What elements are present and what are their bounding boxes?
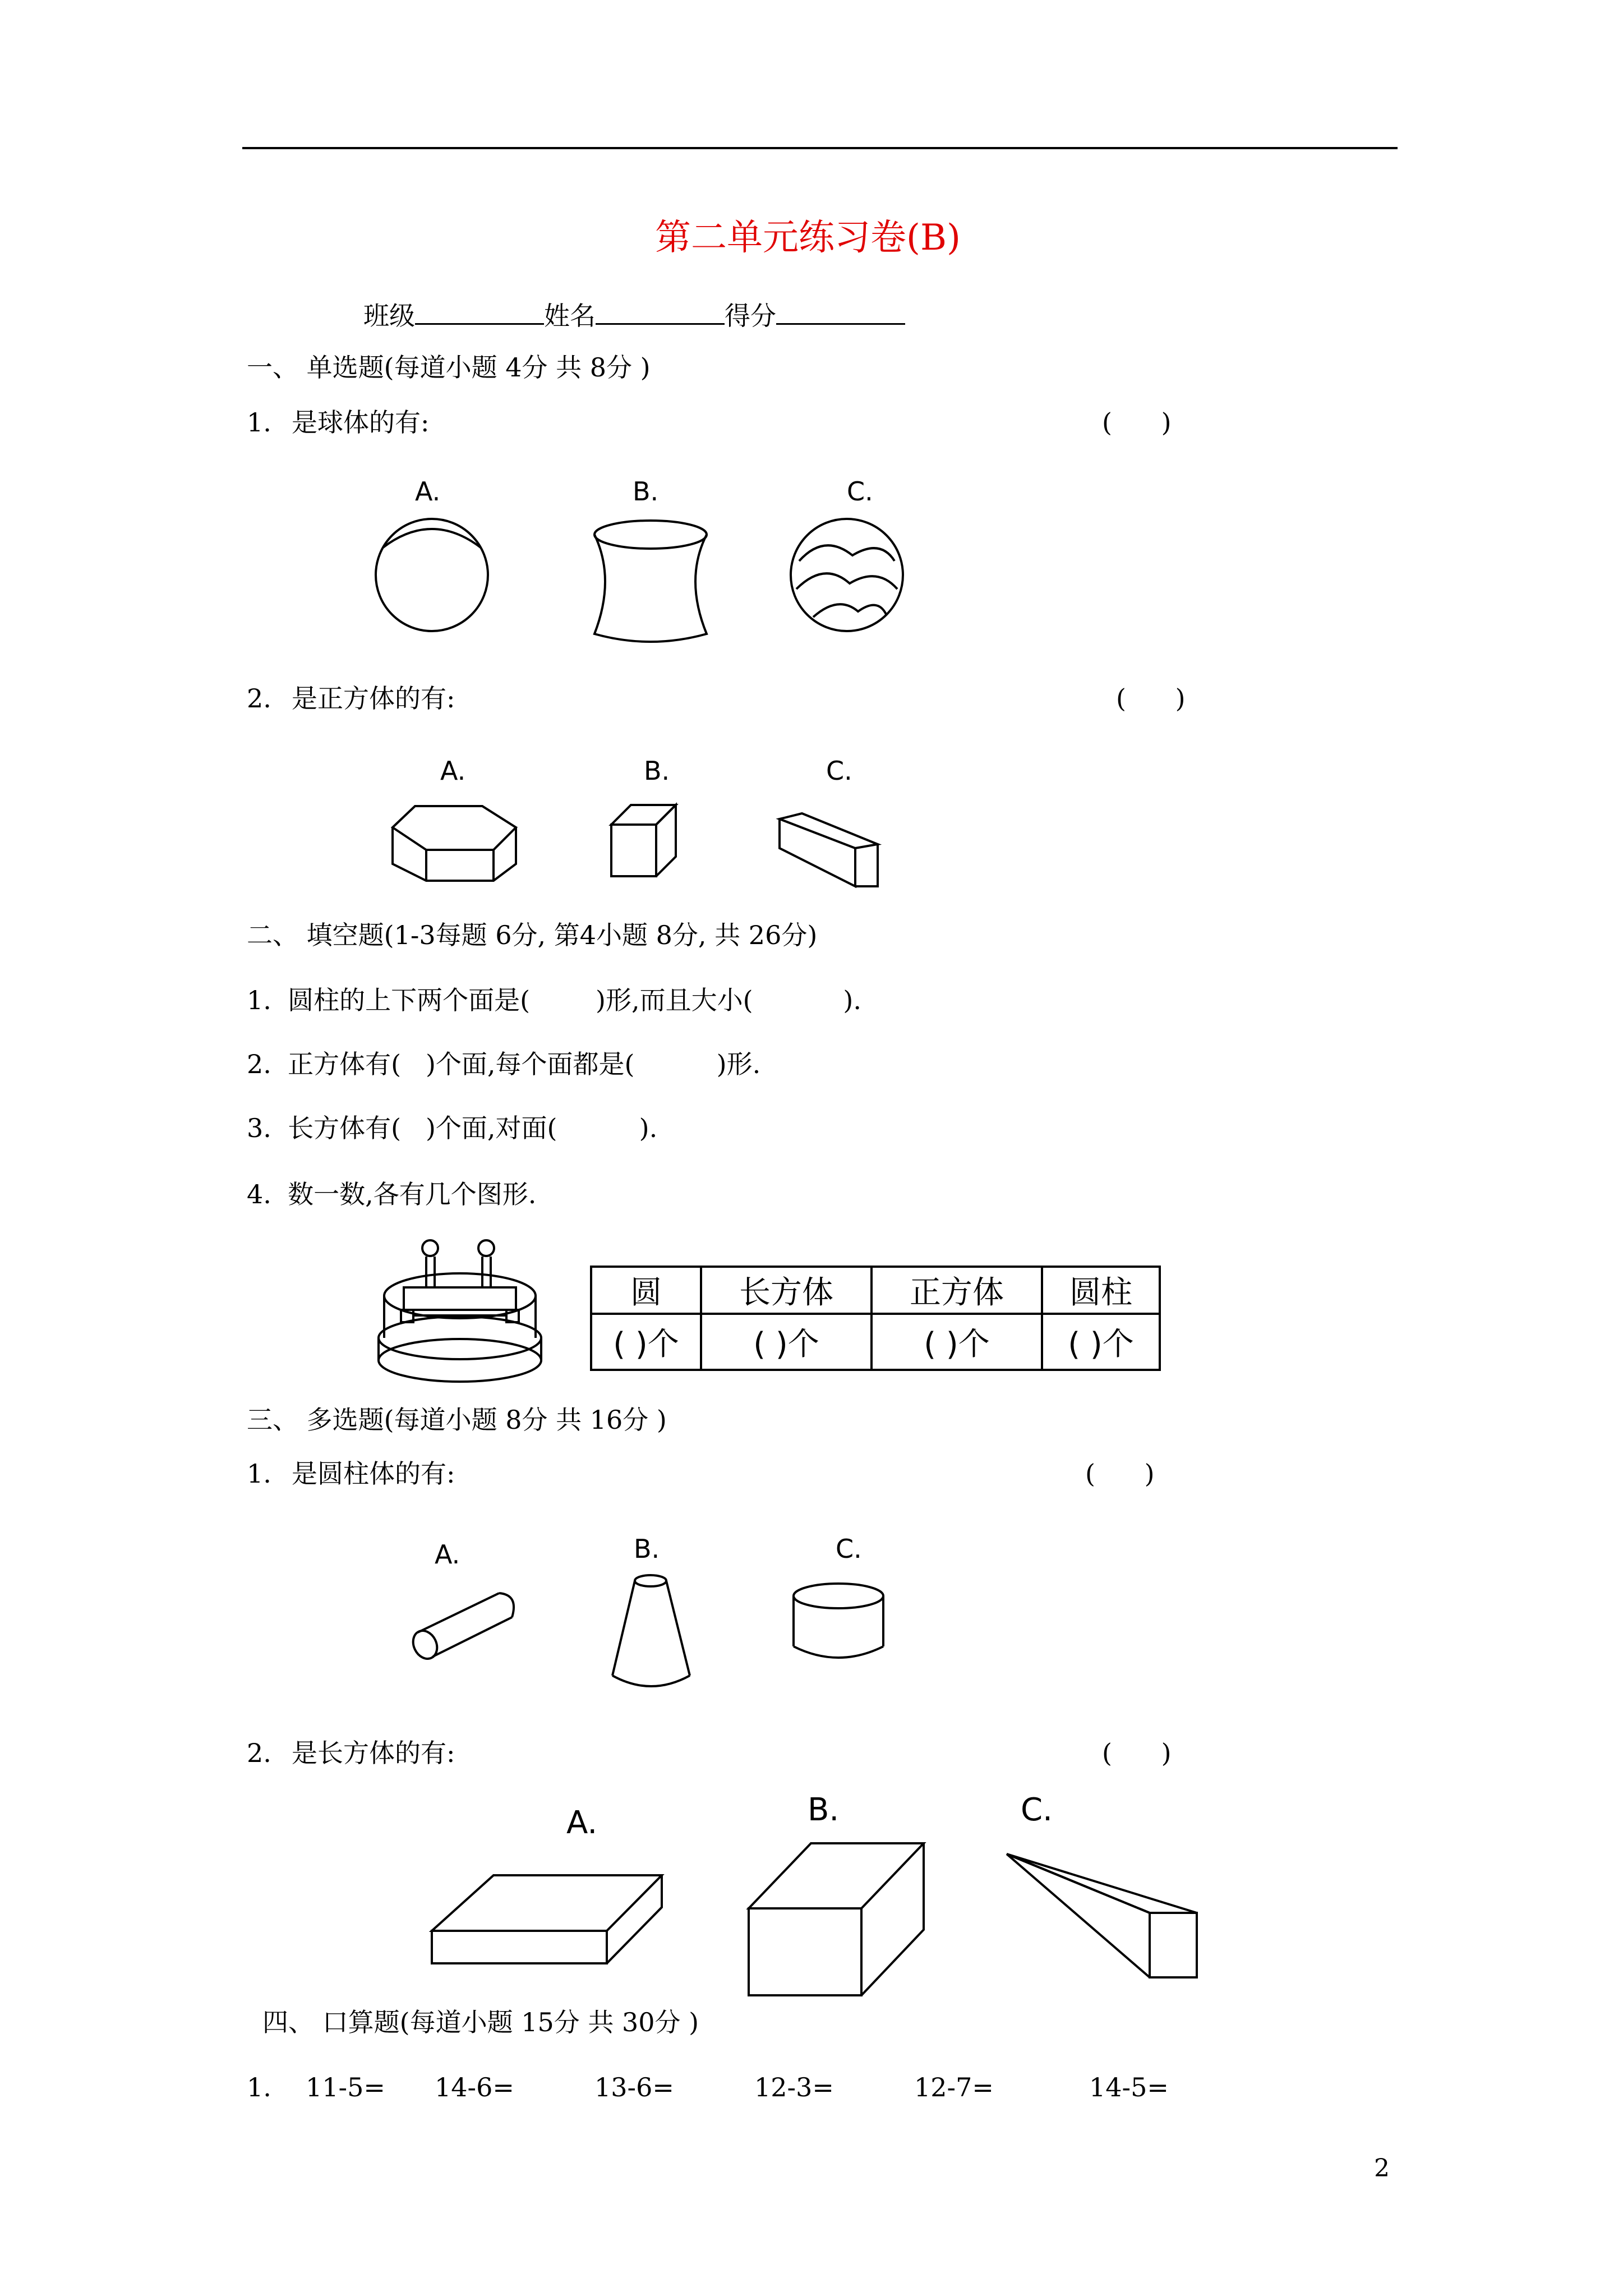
- section2-heading: 二、 填空题(1-3每题 6分, 第4小题 8分, 共 26分): [247, 920, 818, 950]
- score-blank[interactable]: [776, 301, 905, 325]
- option-b-label: B.: [644, 756, 670, 786]
- option-c-label: C.: [847, 476, 873, 507]
- name-label: 姓名: [544, 301, 596, 331]
- s3-q2-answer[interactable]: ( ): [1102, 1738, 1172, 1768]
- arith-problem[interactable]: 11-5=: [306, 2072, 385, 2102]
- section1-heading: 一、 单选题(每道小题 4分 共 8分 ): [247, 352, 651, 383]
- section4-heading: 四、 口算题(每道小题 15分 共 30分 ): [262, 2007, 699, 2037]
- option-c-label: C.: [836, 1534, 862, 1564]
- table-cell[interactable]: ( )个: [1042, 1314, 1160, 1370]
- table-header: 长方体: [701, 1267, 872, 1314]
- s1-q1-text: 是球体的有:: [292, 407, 430, 438]
- table-header: 圆柱: [1042, 1267, 1160, 1314]
- option-c-box[interactable]: [780, 756, 878, 886]
- cake-figure: [370, 1226, 550, 1388]
- arith-problem[interactable]: 14-6=: [435, 2072, 514, 2102]
- option-b-barrel[interactable]: [594, 476, 707, 642]
- option-a-hex-prism[interactable]: [393, 756, 516, 881]
- arith-problem[interactable]: 12-3=: [754, 2072, 834, 2102]
- class-label: 班级: [363, 301, 415, 331]
- s3-q1-number: 1.: [247, 1458, 271, 1489]
- option-a-label: A.: [566, 1805, 598, 1841]
- option-b-label: B.: [633, 476, 659, 507]
- option-c-wedge[interactable]: [1007, 1792, 1197, 1977]
- table-cell[interactable]: ( )个: [872, 1314, 1042, 1370]
- option-c-ball[interactable]: [791, 476, 903, 631]
- s1-q1-answer[interactable]: ( ): [1102, 407, 1172, 438]
- name-blank[interactable]: [596, 301, 725, 325]
- option-b-label: B.: [634, 1534, 660, 1564]
- table-header: 正方体: [872, 1267, 1042, 1314]
- s1-q1-number: 1.: [247, 407, 271, 438]
- s1-q2-answer[interactable]: ( ): [1116, 683, 1186, 714]
- table-cell[interactable]: ( )个: [591, 1314, 701, 1370]
- section3-heading: 三、 多选题(每道小题 8分 共 16分 ): [247, 1405, 667, 1435]
- option-c-label: C.: [1021, 1792, 1053, 1828]
- option-b-cube[interactable]: [611, 756, 676, 876]
- s1-q2-figures: [381, 752, 920, 898]
- count-table: [590, 1266, 1161, 1371]
- s2-q1[interactable]: 1. 圆柱的上下两个面是( )形,而且大小( ).: [247, 985, 861, 1015]
- option-a-label: A.: [440, 756, 466, 786]
- header-rule: [242, 147, 1398, 149]
- s1-q2-text: 是正方体的有:: [292, 683, 455, 714]
- table-header: 圆: [591, 1267, 701, 1314]
- s1-q2-number: 2.: [247, 683, 271, 714]
- option-a-rod[interactable]: [409, 1539, 514, 1663]
- option-b-cone[interactable]: [612, 1534, 690, 1686]
- option-a-flat-box[interactable]: [432, 1805, 662, 1963]
- score-label: 得分: [725, 301, 776, 331]
- table-cell[interactable]: ( )个: [701, 1314, 872, 1370]
- option-a-label: A.: [415, 476, 441, 507]
- arith-problem[interactable]: 13-6=: [594, 2072, 674, 2102]
- arith-problem[interactable]: 12-7=: [914, 2072, 994, 2102]
- class-blank[interactable]: [415, 301, 544, 325]
- option-a-sphere[interactable]: [376, 476, 488, 631]
- s2-q3[interactable]: 3. 长方体有( )个面,对面( ).: [247, 1113, 658, 1143]
- option-c-cylinder[interactable]: [794, 1534, 883, 1658]
- page-number: 2: [1374, 2154, 1390, 2183]
- s3-q2-text: 是长方体的有:: [292, 1738, 455, 1768]
- s2-q4: 4. 数一数,各有几个图形.: [247, 1179, 537, 1209]
- s3-q1-figures: [393, 1534, 897, 1703]
- s3-q2-number: 2.: [247, 1738, 271, 1768]
- info-line: [363, 301, 905, 329]
- s4-number: 1.: [247, 2072, 271, 2102]
- s3-q1-answer[interactable]: ( ): [1085, 1458, 1155, 1489]
- option-c-label: C.: [826, 756, 852, 786]
- option-b-label: B.: [808, 1792, 840, 1828]
- s3-q1-text: 是圆柱体的有:: [292, 1458, 455, 1489]
- option-b-long-box[interactable]: [749, 1792, 924, 1995]
- s2-q2[interactable]: 2. 正方体有( )个面,每个面都是( )形.: [247, 1049, 761, 1079]
- s3-q2-figures: [415, 1784, 1223, 1997]
- arith-problem[interactable]: 14-5=: [1089, 2072, 1169, 2102]
- page-title: 第二单元练习卷(B): [655, 217, 961, 259]
- s1-q1-figures: [348, 471, 965, 656]
- option-a-label: A.: [435, 1539, 460, 1570]
